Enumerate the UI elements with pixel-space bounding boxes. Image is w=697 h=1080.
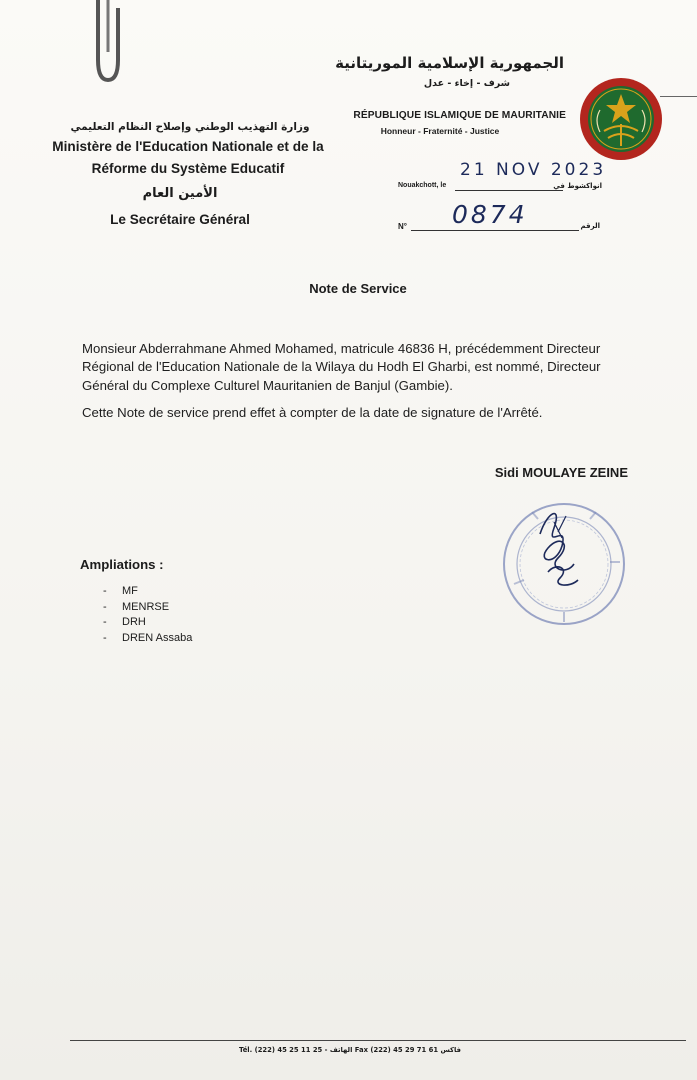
official-stamp-with-signature: [496, 492, 632, 636]
secretary-arabic: الأمين العام: [142, 186, 218, 201]
number-label: N°: [398, 222, 407, 231]
footer-contact: Tél. (222) 45 25 11 25 - الهاتف Fax (222) 45 29 71 61 فاكس: [238, 1046, 462, 1054]
ampliation-item-drh: - DRH: [122, 615, 192, 631]
document-title: Note de Service: [309, 281, 407, 296]
handwritten-date: 21 NOV 2023: [460, 160, 607, 180]
republic-heading: RÉPUBLIQUE ISLAMIQUE DE MAURITANIE: [353, 110, 566, 121]
arabic-motto: شرف - إخاء - عدل: [423, 78, 510, 89]
number-underline: [411, 230, 579, 231]
ampliation-item-menrse: - MENRSE: [122, 600, 192, 616]
signatory-name: Sidi MOULAYE ZEINE: [494, 465, 628, 480]
arabic-republic-heading: الجمهورية الإسلامية الموريتانية: [335, 54, 564, 72]
body-paragraph-1: Monsieur Abderrahmane Ahmed Mohamed, matricule 46836 H, précédemment Directeur Régional de l'Education Nationale de la Wilaya du Hodh El Gharbi, est nommé, Directeur Général du Complexe Culturel Mauritanien de Banjul (Gambie).: [82, 341, 601, 393]
national-seal-emblem: [578, 76, 664, 162]
ampliation-item-dren-assaba: - DREN Assaba: [122, 631, 192, 647]
handwritten-number: 0874: [452, 200, 528, 229]
ministry-line-1: Ministère de l'Education Nationale et de la: [52, 139, 324, 154]
paperclip-icon: [84, 0, 124, 86]
document-body: [82, 340, 642, 431]
ampliation-item-mf: - MF: [122, 584, 192, 600]
ministry-line-2: Réforme du Système Educatif: [91, 161, 285, 176]
ampliations-label: Ampliations :: [80, 557, 164, 572]
secretary-title: Le Secrétaire Général: [110, 212, 250, 227]
footer-rule: [70, 1040, 686, 1041]
date-underline: [455, 190, 563, 191]
ampliations-list: [122, 584, 192, 646]
top-edge-line: [660, 96, 697, 97]
body-paragraph-2: Cette Note de service prend effet à compter de la date de signature de l'Arrêté.: [82, 404, 543, 420]
place-date-label-arabic: انواكشوط في: [553, 182, 602, 190]
number-label-arabic: الرقم: [580, 222, 600, 230]
republic-motto: Honneur - Fraternité - Justice: [380, 126, 500, 136]
ministry-arabic: وزارة التهذيب الوطني وإصلاح النظام التعليمي: [70, 121, 310, 133]
place-date-label: Nouakchott, le: [398, 182, 447, 189]
